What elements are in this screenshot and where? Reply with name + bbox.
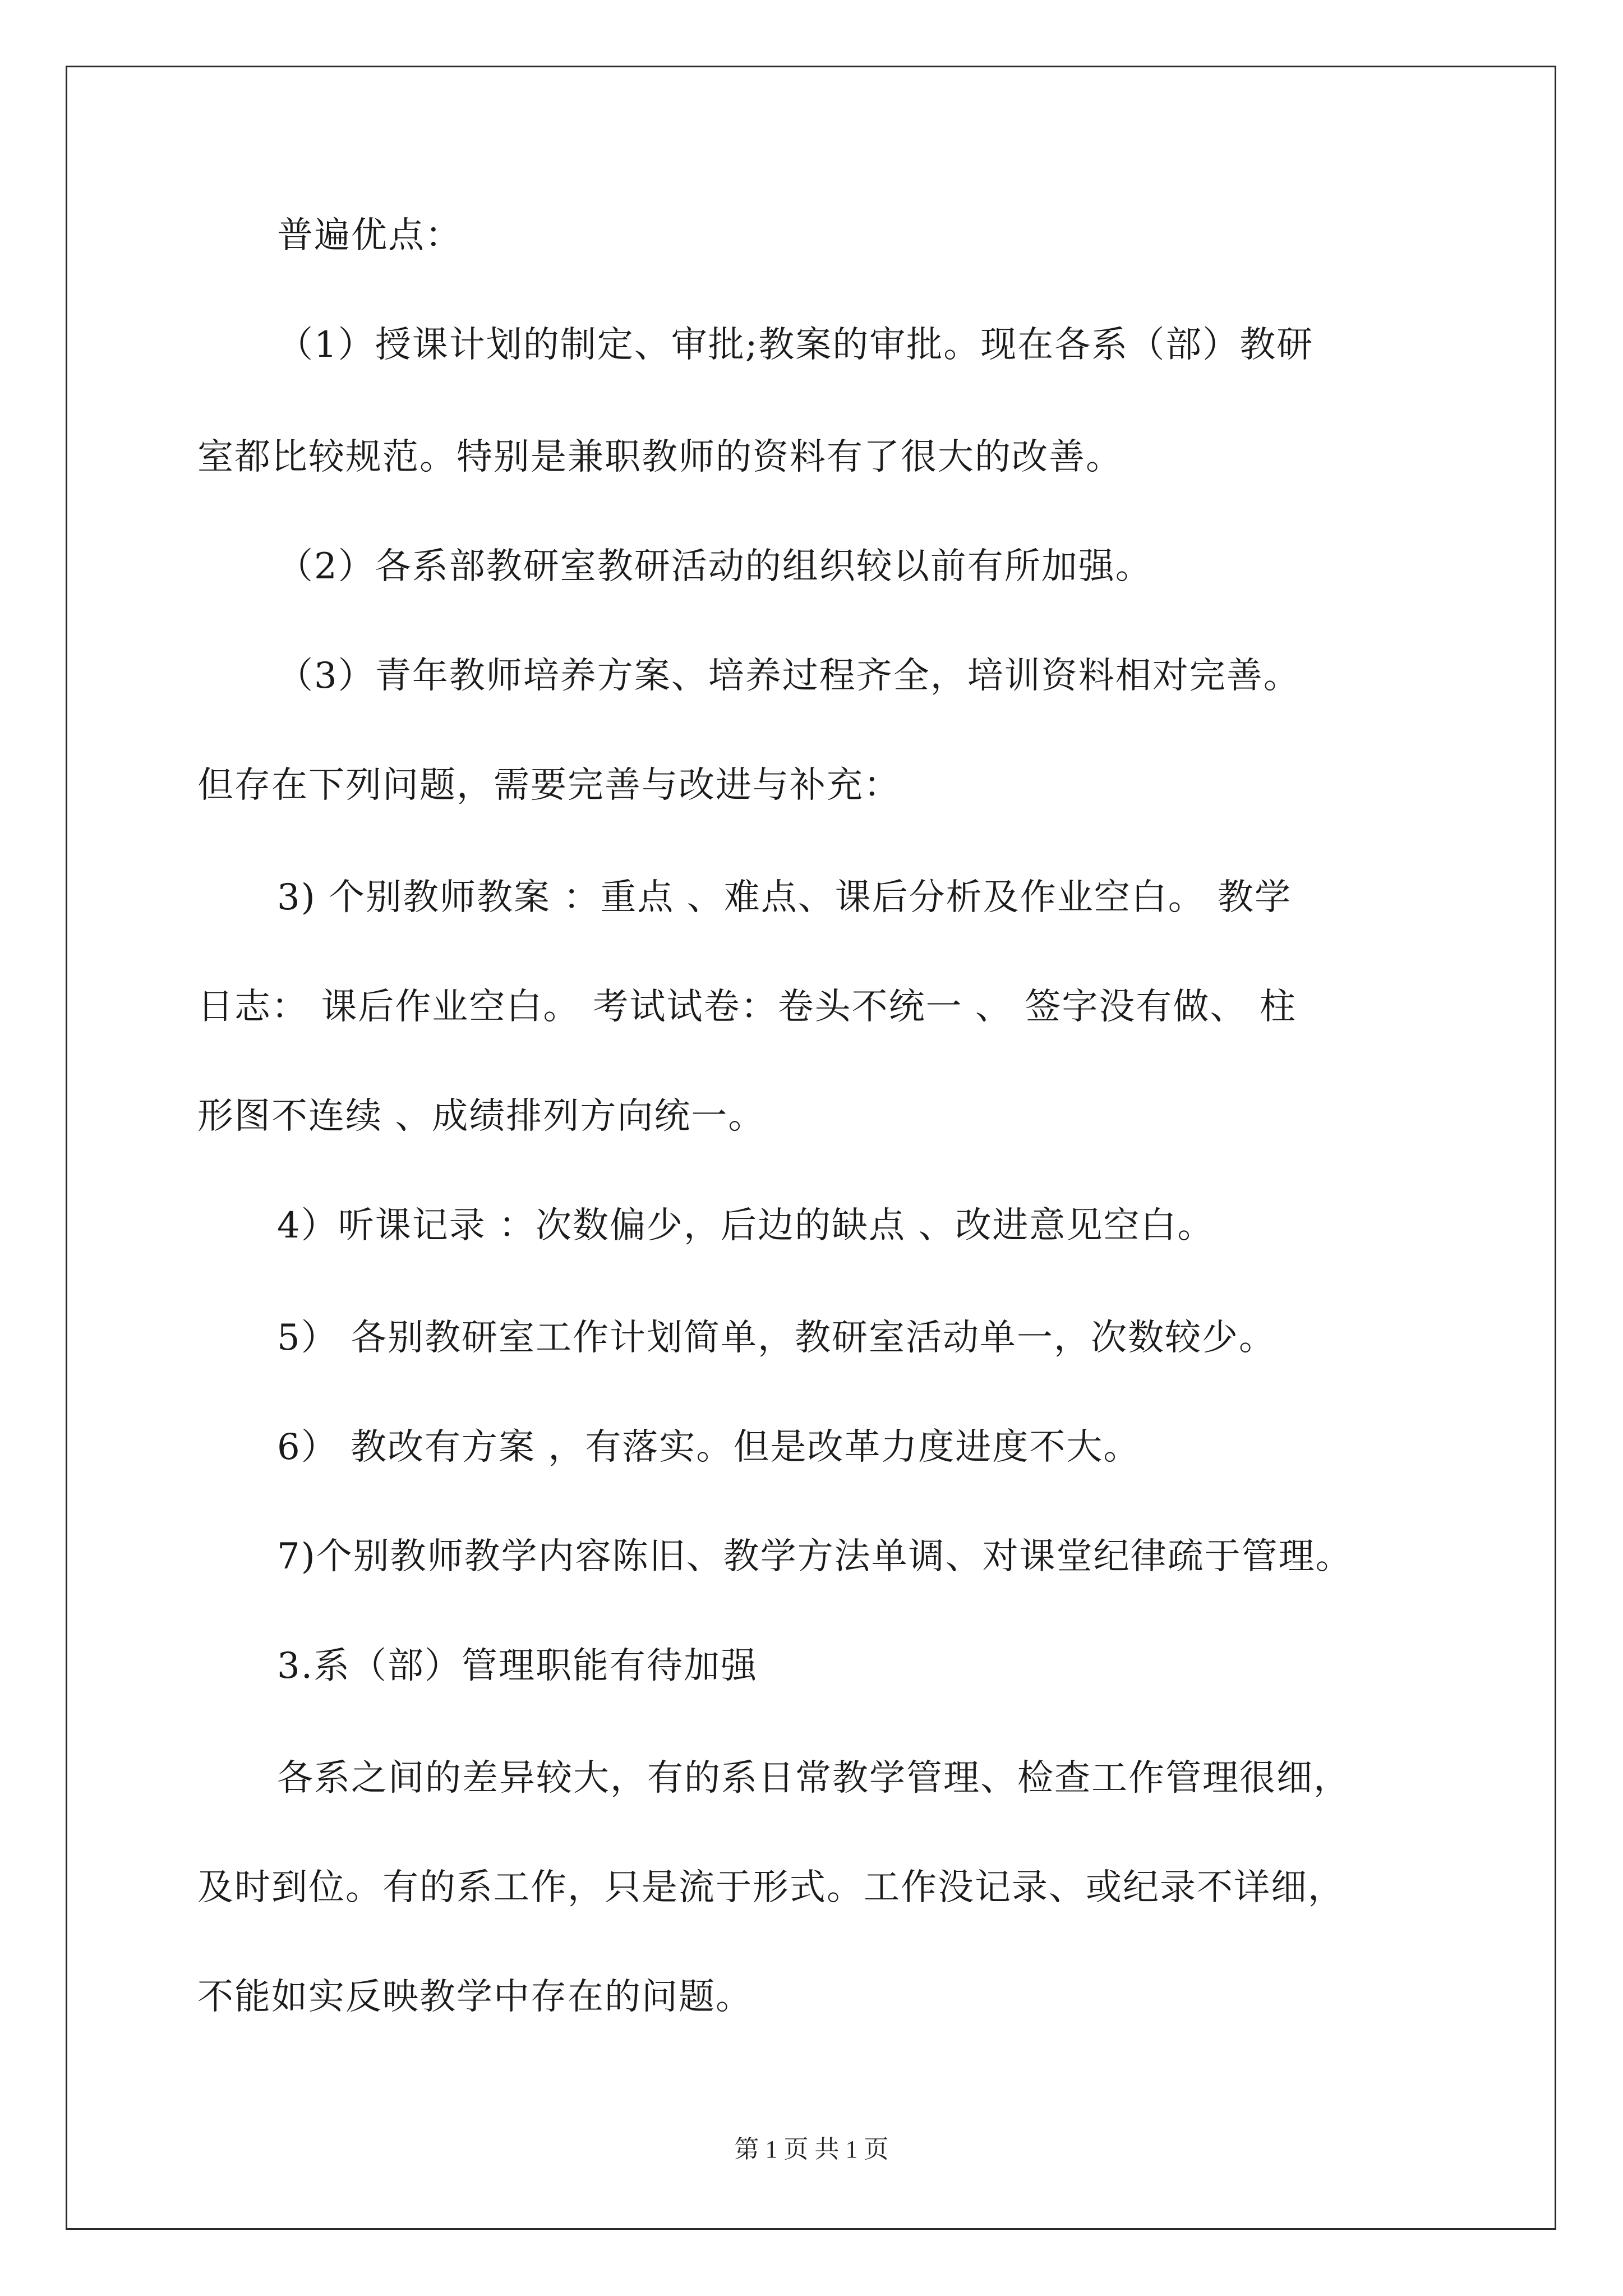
- paragraph-line: 各系之间的差异较大，有的系日常教学管理、检查工作管理很细，: [277, 1757, 1350, 1799]
- page-number-footer: 第 1 页 共 1 页: [734, 2136, 889, 2163]
- heading-advantages: 普遍优点：: [277, 215, 462, 256]
- paragraph-line: 日志： 课后作业空白。 考试试卷：卷头不统一 、 签字没有做、 柱: [197, 986, 1297, 1028]
- section-heading: 3.系（部）管理职能有待加强: [277, 1645, 758, 1687]
- paragraph-line: 6） 教改有方案 ，有落实。但是改革力度进度不大。: [277, 1427, 1141, 1468]
- paragraph-line: 5） 各别教研室工作计划简单，教研室活动单一，次数较少。: [277, 1317, 1276, 1359]
- paragraph-line: 不能如实反映教学中存在的问题。: [197, 1976, 753, 2018]
- paragraph-line: 4）听课记录 ：次数偏少，后边的缺点 、改进意见空白。: [277, 1205, 1215, 1246]
- paragraph-line: 但存在下列问题，需要完善与改进与补充：: [197, 765, 901, 806]
- paragraph-line: 3) 个别教师教案 ：重点 、难点、课后分析及作业空白。 教学: [277, 877, 1292, 918]
- paragraph-line: （2）各系部教研室教研活动的组织较以前有所加强。: [277, 546, 1152, 587]
- paragraph-line: 形图不连续 、成绩排列方向统一。: [197, 1096, 766, 1137]
- paragraph-line: （3）青年教师培养方案、培养过程齐全，培训资料相对完善。: [277, 655, 1301, 697]
- paragraph-line: 及时到位。有的系工作，只是流于形式。工作没记录、或纪录不详细，: [197, 1867, 1345, 1908]
- paragraph-line: 室都比较规范。特别是兼职教师的资料有了很大的改善。: [197, 436, 1123, 478]
- paragraph-line: 7)个别教师教学内容陈旧、教学方法单调、对课堂纪律疏于管理。: [277, 1536, 1353, 1577]
- paragraph-line: （1）授课计划的制定、审批;教案的审批。现在各系（部）教研: [277, 324, 1314, 366]
